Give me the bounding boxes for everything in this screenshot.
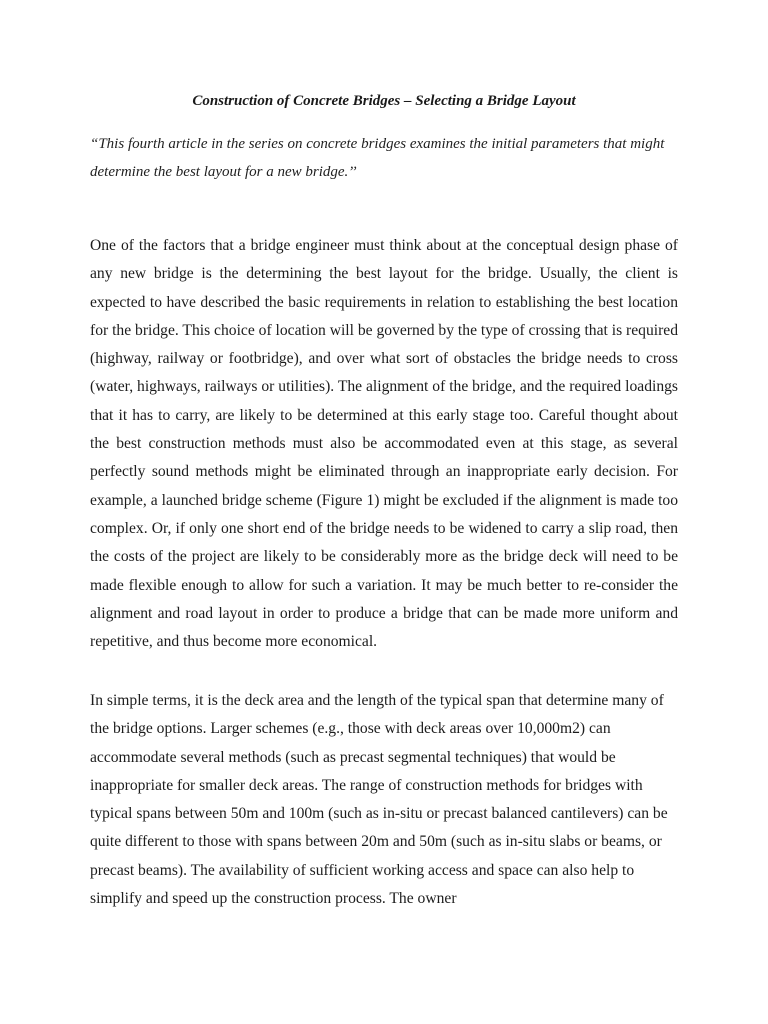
- article-summary-quote: “This fourth article in the series on concrete bridges examines the initial parameters that might determine the best layout for a new bridge.’’: [90, 136, 665, 180]
- body-paragraph-1: One of the factors that a bridge engineer must think about at the conceptual design phase of any new bridge is the determining the best layout for the bridge. Usually, the client is expected to have described the basic requirements in relation to establishing the best location for the bridge. This choice of location will be governed by the type of crossing that is required (highway, railway or footbridge), and over what sort of obstacles the bridge needs to cross (water, highways, railways or utilities). The alignment of the bridge, and the required loadings that it has to carry, are likely to be determined at this early stage too. Careful thought about the best construction methods must also be accommodated even at this stage, as several perfectly sound methods might be eliminated through an inappropriate early decision. For example, a launched bridge scheme (Figure 1) might be excluded if the alignment is made too complex. Or, if only one short end of the bridge needs to be widened to carry a slip road, then the costs of the project are likely to be considerably more as the bridge deck will need to be made flexible enough to allow for such a variation. It may be much better to re-consider the alignment and road layout in order to produce a bridge that can be made more uniform and repetitive, and thus become more economical.: [90, 237, 678, 651]
- article-title: Construction of Concrete Bridges – Selecting a Bridge Layout: [192, 93, 576, 109]
- body-paragraph-2: In simple terms, it is the deck area and the length of the typical span that determine many of the bridge options. Larger schemes (e.g., those with deck areas over 10,000m2) can accommodate several methods (such as precast segmental techniques) that would be inappropriate for smaller deck areas. The range of construction methods for bridges with typical spans between 50m and 100m (such as in-situ or precast balanced cantilevers) can be quite different to those with spans between 20m and 50m (such as in-situ slabs or beams, or precast beams). The availability of sufficient working access and space can also help to simplify and speed up the construction process. The owner: [90, 692, 668, 908]
